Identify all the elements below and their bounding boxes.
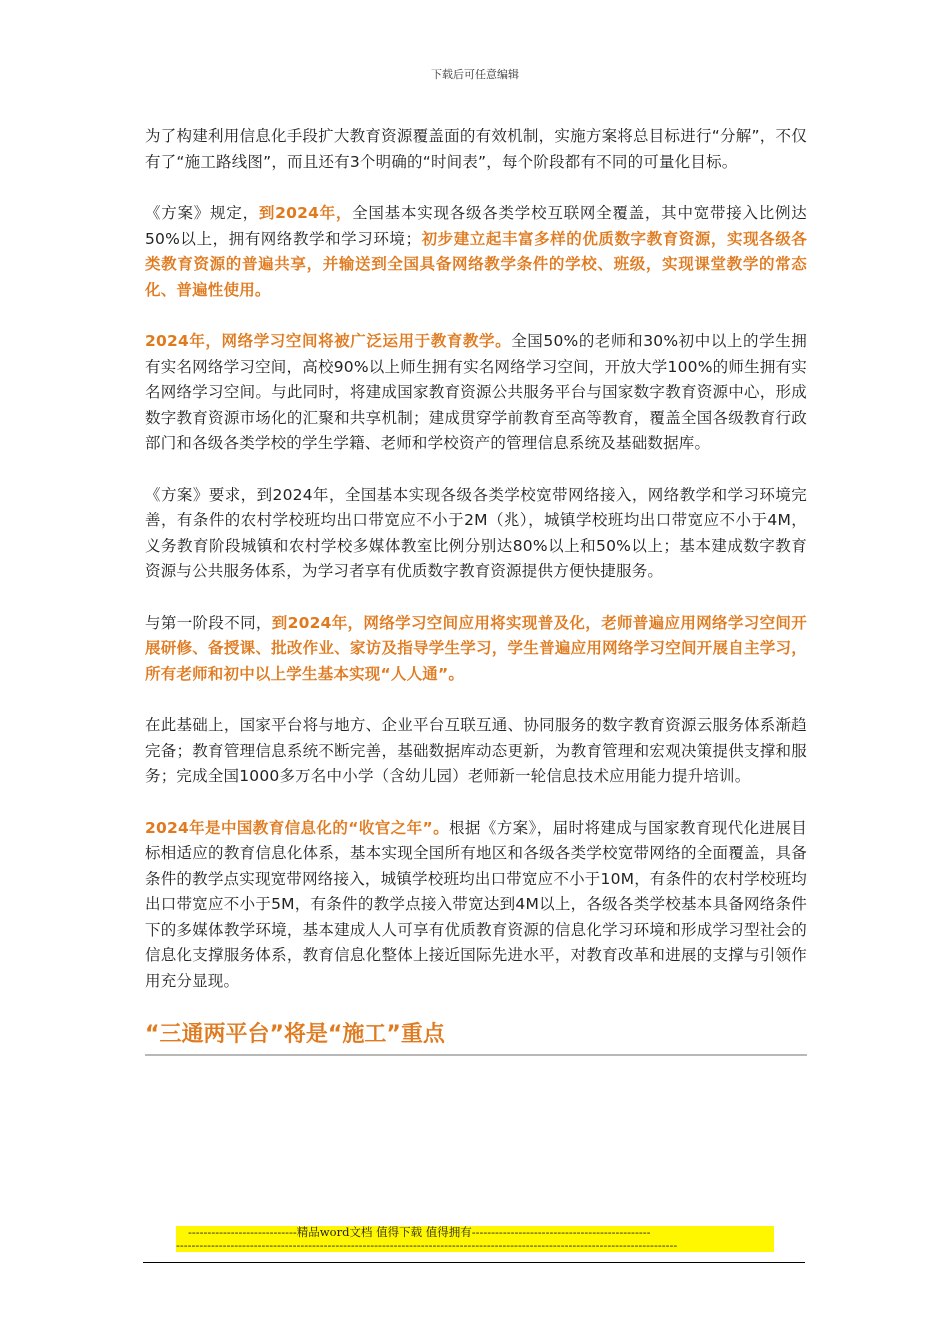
text-segment: 根据《方案》，届时将建成与国家教育现代化进展目标相适应的教育信息化体系，基本实现全国所有地区和各级各类学校宽带网络的全面覆盖，具备条件的教学点实现宽带网络接入，城镇学校班均出口带宽应不小于10M，有条件的农村学校班均出口带宽应不小于5M，有条件的教学点接入带宽达到4M以上，各级各类学校基本具备网络条件下的多媒体教学环境，基本建成人人可享有优质教育资源的信息化学习环境和形成学习型社会的信息化支撑服务体系，教育信息化整体上接近国际先进水平，对教育改革和进展的支撑与引领作用充分显现。 [145, 818, 807, 990]
footer-banner [176, 1226, 774, 1252]
paragraph-national-platform [145, 713, 807, 790]
section-heading: “三通两平台”将是“施工”重点 [145, 1020, 807, 1056]
text-segment: 全国基本实现各级各类学校互联网全覆盖，其中宽带接入比例达50%以上，拥有网络教学和学习环境； [145, 204, 807, 248]
paragraph-learning-space [145, 329, 807, 457]
paragraph-second-stage [145, 611, 807, 688]
paragraph-intro [145, 124, 807, 175]
paragraph-final-year [145, 816, 807, 995]
text-segment: 在此基础上，国家平台将与地方、企业平台互联互通、协同服务的数字教育资源云服务体系渐趋完备；教育管理信息系统不断完善，基础数据库动态更新，为教育管理和宏观决策提供支撑和服务；完成全国1000多万名中小学（含幼儿园）老师新一轮信息技术应用能力提升培训。 [145, 716, 807, 785]
highlighted-text: 2024年，网络学习空间将被广泛运用于教育教学。 [145, 332, 512, 350]
highlighted-text: 2024年是中国教育信息化的“收官之年”。 [145, 818, 450, 837]
text-segment: 全国50%的老师和30%初中以上的学生拥有实名网络学习空间，高校90%以上师生拥有实名网络学习空间，开放大学100%的师生拥有实名网络学习空间。与此同时，将建成国家教育资源公共服务平台与国家数字教育资源中心，形成数字教育资源市场化的汇聚和共享机制；建成贯穿学前教育至高等教育，覆盖全国各级教育行政部门和各级各类学校的学生学籍、老师和学校资产的管理信息系统及基础数据库。 [145, 332, 807, 452]
footer-line-1: ----------------------------精品word文档 值得下载 值得拥有---------------------------------------------- [188, 1226, 651, 1239]
text-segment: 与第一阶段不同， [145, 613, 272, 632]
paragraph-plan-2024-coverage [145, 201, 807, 303]
footer-line-2: --------------------------------------------------------------------------------------------------------------------------------- [176, 1238, 678, 1252]
document-body [145, 124, 807, 1056]
text-segment: 《方案》要求，到2024年，全国基本实现各级各类学校宽带网络接入，网络教学和学习环境完善，有条件的农村学校班均出口带宽应不小于2M（兆），城镇学校班均出口带宽应不小于4M，义务教育阶段城镇和农村学校多媒体教室比例分别达80%以上和50%以上；基本建成数字教育资源与公共服务体系，为学习者享有优质数字教育资源提供方便快捷服务。 [145, 485, 807, 580]
highlighted-text: 到2024年，网络学习空间应用将实现普及化，老师普遍应用网络学习空间开展研修、备授课、批改作业、家访及指导学生学习，学生普遍应用网络学习空间开展自主学习，所有老师和初中以上学生基本实现“人人通”。 [145, 613, 807, 683]
text-segment: 为了构建利用信息化手段扩大教育资源覆盖面的有效机制，实施方案将总目标进行“分解”，不仅有了“施工路线图”，而且还有3个明确的“时间表”，每个阶段都有不同的可量化目标。 [145, 127, 807, 171]
footer-divider [143, 1262, 805, 1263]
highlighted-text: 到2024年， [258, 204, 353, 222]
text-segment: 《方案》规定， [145, 204, 259, 222]
highlighted-text: 初步建立起丰富多样的优质数字教育资源，实现各级各类教育资源的普遍共享，并输送到全国具备网络教学条件的学校、班级，实现课堂教学的常态化、普遍性使用。 [145, 229, 807, 299]
paragraph-plan-requirements [145, 483, 807, 585]
page-header: 下载后可任意编辑 [431, 68, 519, 81]
